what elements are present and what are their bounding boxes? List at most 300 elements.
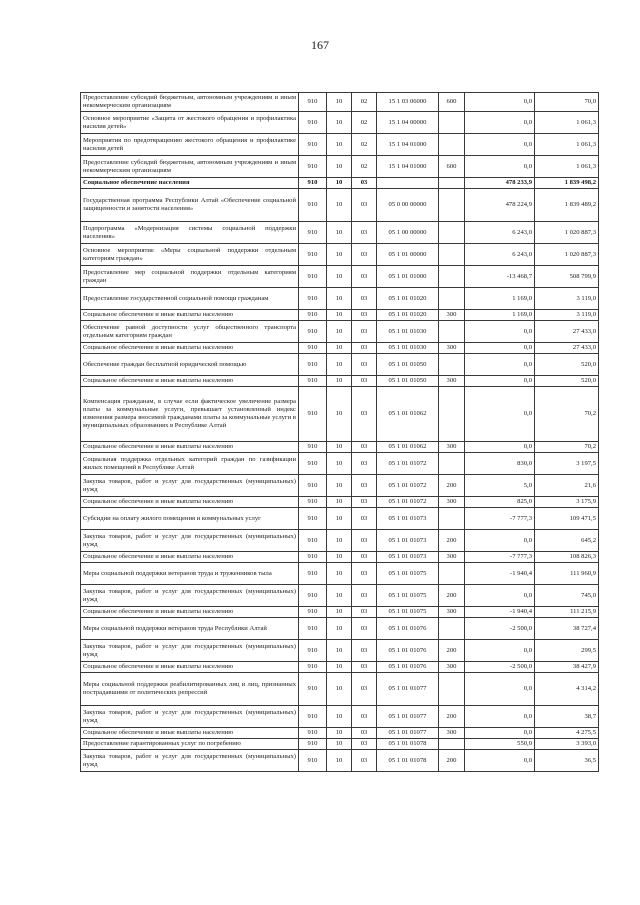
expense-type-cell: 600 (439, 93, 465, 112)
row-name-cell: Закупка товаров, работ и услуг для государственных (муниципальных) нужд (81, 585, 299, 607)
target-article-cell: 05 1 01 01078 (377, 750, 439, 772)
subsection-code-cell: 03 (352, 640, 377, 662)
amount-total-cell: 38 727,4 (535, 618, 599, 640)
ministry-code-cell: 910 (299, 387, 327, 442)
table-row (81, 607, 599, 618)
amount-change-cell: 0,0 (465, 585, 535, 607)
ministry-code-cell: 910 (299, 640, 327, 662)
section-code-cell: 10 (327, 453, 352, 475)
amount-change-cell: 550,0 (465, 739, 535, 750)
subsection-code-cell: 03 (352, 222, 377, 244)
amount-total-cell: 3 119,0 (535, 310, 599, 321)
ministry-code-cell: 910 (299, 222, 327, 244)
amount-total-cell: 520,0 (535, 376, 599, 387)
section-code-cell: 10 (327, 93, 352, 112)
section-code-cell: 10 (327, 244, 352, 266)
target-article-cell: 15 1 03 06000 (377, 93, 439, 112)
amount-change-cell: 1 169,0 (465, 288, 535, 310)
ministry-code-cell: 910 (299, 321, 327, 343)
row-name-cell: Закупка товаров, работ и услуг для государственных (муниципальных) нужд (81, 530, 299, 552)
table-row (81, 112, 599, 134)
amount-change-cell: 0,0 (465, 387, 535, 442)
expense-type-cell: 300 (439, 728, 465, 739)
section-code-cell: 10 (327, 266, 352, 288)
target-article-cell: 15 1 04 01000 (377, 134, 439, 156)
section-code-cell: 10 (327, 585, 352, 607)
amount-total-cell: 645,2 (535, 530, 599, 552)
expense-type-cell (439, 189, 465, 222)
amount-change-cell: 1 169,0 (465, 310, 535, 321)
table-row (81, 156, 599, 178)
expense-type-cell: 300 (439, 552, 465, 563)
section-code-cell: 10 (327, 673, 352, 706)
section-code-cell: 10 (327, 728, 352, 739)
subsection-code-cell: 03 (352, 497, 377, 508)
target-article-cell: 05 1 01 01073 (377, 552, 439, 563)
table-row (81, 640, 599, 662)
target-article-cell: 05 1 01 01073 (377, 508, 439, 530)
amount-total-cell: 108 826,3 (535, 552, 599, 563)
row-name-cell: Обеспечение граждан бесплатной юридической помощью (81, 354, 299, 376)
expense-type-cell (439, 387, 465, 442)
table-row (81, 134, 599, 156)
section-code-cell: 10 (327, 387, 352, 442)
target-article-cell: 05 1 01 01020 (377, 310, 439, 321)
ministry-code-cell: 910 (299, 93, 327, 112)
section-code-cell: 10 (327, 343, 352, 354)
page-number: 167 (311, 38, 329, 52)
table-row (81, 387, 599, 442)
subsection-code-cell: 03 (352, 442, 377, 453)
amount-total-cell: 4 314,2 (535, 673, 599, 706)
section-code-cell: 10 (327, 706, 352, 728)
expense-type-cell (439, 288, 465, 310)
amount-change-cell: 0,0 (465, 376, 535, 387)
table-row (81, 530, 599, 552)
amount-change-cell: 6 243,0 (465, 244, 535, 266)
ministry-code-cell: 910 (299, 310, 327, 321)
amount-change-cell: 6 243,0 (465, 222, 535, 244)
amount-total-cell: 1 839 498,2 (535, 178, 599, 189)
row-name-cell: Основное мероприятие «Меры социальной поддержки отдельным категориям граждан» (81, 244, 299, 266)
section-code-cell: 10 (327, 442, 352, 453)
ministry-code-cell: 910 (299, 178, 327, 189)
expense-type-cell (439, 266, 465, 288)
amount-total-cell: 1 061,3 (535, 156, 599, 178)
section-code-cell: 10 (327, 739, 352, 750)
ministry-code-cell: 910 (299, 530, 327, 552)
section-code-cell: 10 (327, 750, 352, 772)
expense-type-cell: 200 (439, 475, 465, 497)
section-code-cell: 10 (327, 508, 352, 530)
expense-type-cell: 200 (439, 750, 465, 772)
subsection-code-cell: 03 (352, 453, 377, 475)
section-code-cell: 10 (327, 288, 352, 310)
expense-type-cell (439, 453, 465, 475)
target-article-cell: 05 1 01 01073 (377, 530, 439, 552)
amount-change-cell: 0,0 (465, 354, 535, 376)
subsection-code-cell: 03 (352, 552, 377, 563)
row-name-cell: Социальная поддержка отдельных категорий граждан по газификации жилых помещений в Республике Алтай (81, 453, 299, 475)
target-article-cell (377, 178, 439, 189)
table-row (81, 662, 599, 673)
section-code-cell: 10 (327, 156, 352, 178)
amount-change-cell: -7 777,3 (465, 508, 535, 530)
subsection-code-cell: 03 (352, 739, 377, 750)
ministry-code-cell: 910 (299, 552, 327, 563)
section-code-cell: 10 (327, 321, 352, 343)
section-code-cell: 10 (327, 552, 352, 563)
section-code-cell: 10 (327, 530, 352, 552)
amount-total-cell: 1 020 887,3 (535, 244, 599, 266)
amount-total-cell: 3 119,0 (535, 288, 599, 310)
subsection-code-cell: 03 (352, 673, 377, 706)
expense-type-cell (439, 508, 465, 530)
section-code-cell: 10 (327, 640, 352, 662)
subsection-code-cell: 02 (352, 134, 377, 156)
section-code-cell: 10 (327, 310, 352, 321)
table-row (81, 563, 599, 585)
ministry-code-cell: 910 (299, 563, 327, 585)
ministry-code-cell: 910 (299, 442, 327, 453)
row-name-cell: Предоставление субсидий бюджетным, автономным учреждениям и иным некоммерческим организациям (81, 156, 299, 178)
expense-type-cell (439, 178, 465, 189)
table-row (81, 453, 599, 475)
target-article-cell: 05 1 01 00000 (377, 244, 439, 266)
amount-change-cell: 825,0 (465, 497, 535, 508)
section-code-cell: 10 (327, 497, 352, 508)
amount-change-cell: 0,0 (465, 321, 535, 343)
ministry-code-cell: 910 (299, 453, 327, 475)
row-name-cell: Основное мероприятие «Защита от жестокого обращения и профилактика насилия детей» (81, 112, 299, 134)
expense-type-cell: 200 (439, 706, 465, 728)
expense-type-cell (439, 112, 465, 134)
row-name-cell: Предоставление субсидий бюджетным, автономным учреждениям и иным некоммерческим организациям (81, 93, 299, 112)
section-code-cell: 10 (327, 607, 352, 618)
subsection-code-cell: 03 (352, 189, 377, 222)
row-name-cell: Меры социальной поддержки ветеранов труда и труженников тыла (81, 563, 299, 585)
ministry-code-cell: 910 (299, 475, 327, 497)
target-article-cell: 05 0 00 00000 (377, 189, 439, 222)
expense-type-cell (439, 563, 465, 585)
target-article-cell: 05 1 01 01062 (377, 387, 439, 442)
ministry-code-cell: 910 (299, 508, 327, 530)
ministry-code-cell: 910 (299, 288, 327, 310)
ministry-code-cell: 910 (299, 728, 327, 739)
amount-total-cell: 520,0 (535, 354, 599, 376)
amount-total-cell: 1 061,3 (535, 134, 599, 156)
row-name-cell: Обеспечение равной доступности услуг общественного транспорта отдельным категориям граждан (81, 321, 299, 343)
target-article-cell: 05 1 01 01077 (377, 728, 439, 739)
amount-total-cell: 36,5 (535, 750, 599, 772)
row-name-cell: Компенсация гражданам, в случае если фактическое увеличение размера платы за коммунальные услуги, превышает установленный индекс изменения размера вносимой гражданами платы за коммунальные услуги в муниципальных образованиях в Республике Алтай (81, 387, 299, 442)
subsection-code-cell: 03 (352, 662, 377, 673)
expense-type-cell: 200 (439, 530, 465, 552)
row-name-cell: Закупка товаров, работ и услуг для государственных (муниципальных) нужд (81, 640, 299, 662)
ministry-code-cell: 910 (299, 354, 327, 376)
row-name-cell: Социальное обеспечение и иные выплаты населению (81, 376, 299, 387)
row-name-cell: Социальное обеспечение населения (81, 178, 299, 189)
expense-type-cell: 300 (439, 497, 465, 508)
row-name-cell: Социальное обеспечение и иные выплаты населению (81, 662, 299, 673)
subsection-code-cell: 03 (352, 266, 377, 288)
amount-change-cell: 0,0 (465, 442, 535, 453)
expense-type-cell: 300 (439, 376, 465, 387)
amount-change-cell: 0,0 (465, 93, 535, 112)
row-name-cell: Меры социальной поддержки реабилитированных лиц и лиц, признанных пострадавшими от политических репрессий (81, 673, 299, 706)
ministry-code-cell: 910 (299, 607, 327, 618)
subsection-code-cell: 03 (352, 706, 377, 728)
table-row (81, 706, 599, 728)
amount-total-cell: 4 275,5 (535, 728, 599, 739)
table-row (81, 266, 599, 288)
row-name-cell: Закупка товаров, работ и услуг для государственных (муниципальных) нужд (81, 706, 299, 728)
subsection-code-cell: 03 (352, 607, 377, 618)
amount-total-cell: 70,2 (535, 442, 599, 453)
ministry-code-cell: 910 (299, 750, 327, 772)
expense-type-cell: 300 (439, 442, 465, 453)
section-code-cell: 10 (327, 222, 352, 244)
table-row (81, 288, 599, 310)
row-name-cell: Социальное обеспечение и иные выплаты населению (81, 607, 299, 618)
amount-change-cell: -13 468,7 (465, 266, 535, 288)
target-article-cell: 05 1 01 01076 (377, 618, 439, 640)
table-row (81, 673, 599, 706)
subsection-code-cell: 03 (352, 387, 377, 442)
target-article-cell: 05 1 01 01076 (377, 640, 439, 662)
amount-change-cell: 0,0 (465, 134, 535, 156)
table-row (81, 552, 599, 563)
subsection-code-cell: 03 (352, 508, 377, 530)
subsection-code-cell: 03 (352, 530, 377, 552)
ministry-code-cell: 910 (299, 662, 327, 673)
target-article-cell: 05 1 01 01072 (377, 453, 439, 475)
table-row (81, 739, 599, 750)
table-row (81, 189, 599, 222)
subsection-code-cell: 03 (352, 310, 377, 321)
target-article-cell: 15 1 04 01000 (377, 156, 439, 178)
target-article-cell: 05 1 01 01077 (377, 673, 439, 706)
target-article-cell: 05 1 01 01030 (377, 343, 439, 354)
target-article-cell: 05 1 01 01076 (377, 662, 439, 673)
row-name-cell: Социальное обеспечение и иные выплаты населению (81, 442, 299, 453)
table-row (81, 750, 599, 772)
amount-change-cell: 0,0 (465, 750, 535, 772)
section-code-cell: 10 (327, 178, 352, 189)
row-name-cell: Предоставление государственной социальной помощи гражданам (81, 288, 299, 310)
target-article-cell: 05 1 01 01078 (377, 739, 439, 750)
amount-total-cell: 3 197,5 (535, 453, 599, 475)
target-article-cell: 05 1 00 00000 (377, 222, 439, 244)
table-row (81, 728, 599, 739)
amount-total-cell: 21,6 (535, 475, 599, 497)
ministry-code-cell: 910 (299, 706, 327, 728)
expense-type-cell (439, 321, 465, 343)
amount-total-cell: 299,5 (535, 640, 599, 662)
amount-change-cell: 478 233,9 (465, 178, 535, 189)
table-row (81, 354, 599, 376)
expense-type-cell (439, 739, 465, 750)
target-article-cell: 05 1 01 01072 (377, 475, 439, 497)
amount-change-cell: 830,0 (465, 453, 535, 475)
ministry-code-cell: 910 (299, 134, 327, 156)
amount-change-cell: -7 777,3 (465, 552, 535, 563)
amount-change-cell: 5,0 (465, 475, 535, 497)
table-row (81, 376, 599, 387)
target-article-cell: 05 1 01 01020 (377, 288, 439, 310)
target-article-cell: 05 1 01 01075 (377, 607, 439, 618)
subsection-code-cell: 03 (352, 288, 377, 310)
expense-type-cell: 300 (439, 662, 465, 673)
amount-change-cell: 0,0 (465, 156, 535, 178)
expense-type-cell (439, 673, 465, 706)
row-name-cell: Предоставление мер социальной поддержки отдельным категориям граждан (81, 266, 299, 288)
row-name-cell: Социальное обеспечение и иные выплаты населению (81, 728, 299, 739)
section-code-cell: 10 (327, 112, 352, 134)
subsection-code-cell: 03 (352, 354, 377, 376)
amount-total-cell: 3 393,0 (535, 739, 599, 750)
ministry-code-cell: 910 (299, 673, 327, 706)
target-article-cell: 05 1 01 01030 (377, 321, 439, 343)
amount-total-cell: 111 215,9 (535, 607, 599, 618)
ministry-code-cell: 910 (299, 156, 327, 178)
expense-type-cell (439, 134, 465, 156)
amount-total-cell: 70,0 (535, 93, 599, 112)
amount-change-cell: -2 500,0 (465, 662, 535, 673)
section-code-cell: 10 (327, 134, 352, 156)
ministry-code-cell: 910 (299, 376, 327, 387)
expense-type-cell: 200 (439, 585, 465, 607)
section-code-cell: 10 (327, 475, 352, 497)
ministry-code-cell: 910 (299, 585, 327, 607)
row-name-cell: Меры социальной поддержки ветеранов труда Республики Алтай (81, 618, 299, 640)
expense-type-cell: 300 (439, 343, 465, 354)
expense-type-cell (439, 618, 465, 640)
table-row (81, 343, 599, 354)
target-article-cell: 05 1 01 01077 (377, 706, 439, 728)
row-name-cell: Государственная программа Республики Алтай «Обеспечение социальной защищенности и занятости населения» (81, 189, 299, 222)
target-article-cell: 05 1 01 01075 (377, 563, 439, 585)
amount-total-cell: 508 799,9 (535, 266, 599, 288)
row-name-cell: Подпрограмма «Модернизация системы социальной поддержки населения» (81, 222, 299, 244)
ministry-code-cell: 910 (299, 343, 327, 354)
amount-total-cell: 1 839 489,2 (535, 189, 599, 222)
section-code-cell: 10 (327, 662, 352, 673)
section-code-cell: 10 (327, 189, 352, 222)
target-article-cell: 05 1 01 01050 (377, 354, 439, 376)
amount-change-cell: 0,0 (465, 112, 535, 134)
row-name-cell: Предоставление гарантированных услуг по погребению (81, 739, 299, 750)
table-row (81, 244, 599, 266)
amount-total-cell: 111 960,9 (535, 563, 599, 585)
target-article-cell: 05 1 01 01050 (377, 376, 439, 387)
expense-type-cell: 300 (439, 310, 465, 321)
section-code-cell: 10 (327, 354, 352, 376)
amount-total-cell: 38,7 (535, 706, 599, 728)
subsection-code-cell: 03 (352, 585, 377, 607)
amount-change-cell: 0,0 (465, 673, 535, 706)
table-row (81, 618, 599, 640)
amount-total-cell: 70,2 (535, 387, 599, 442)
amount-total-cell: 1 020 887,3 (535, 222, 599, 244)
amount-change-cell: 0,0 (465, 728, 535, 739)
section-code-cell: 10 (327, 376, 352, 387)
amount-total-cell: 27 433,0 (535, 343, 599, 354)
table-row (81, 497, 599, 508)
row-name-cell: Социальное обеспечение и иные выплаты населению (81, 343, 299, 354)
expense-type-cell: 600 (439, 156, 465, 178)
amount-total-cell: 38 427,9 (535, 662, 599, 673)
row-name-cell: Социальное обеспечение и иные выплаты населению (81, 552, 299, 563)
ministry-code-cell: 910 (299, 739, 327, 750)
row-name-cell: Закупка товаров, работ и услуг для государственных (муниципальных) нужд (81, 750, 299, 772)
row-name-cell: Субсидии на оплату жилого помещения и коммунальных услуг (81, 508, 299, 530)
amount-total-cell: 27 433,0 (535, 321, 599, 343)
amount-change-cell: 478 224,9 (465, 189, 535, 222)
subsection-code-cell: 03 (352, 321, 377, 343)
amount-total-cell: 745,0 (535, 585, 599, 607)
subsection-code-cell: 03 (352, 750, 377, 772)
table-row (81, 442, 599, 453)
subsection-code-cell: 02 (352, 112, 377, 134)
expense-type-cell (439, 222, 465, 244)
ministry-code-cell: 910 (299, 266, 327, 288)
subsection-code-cell: 03 (352, 376, 377, 387)
target-article-cell: 05 1 01 01072 (377, 497, 439, 508)
table-row (81, 310, 599, 321)
subsection-code-cell: 03 (352, 563, 377, 585)
row-name-cell: Закупка товаров, работ и услуг для государственных (муниципальных) нужд (81, 475, 299, 497)
expense-type-cell: 200 (439, 640, 465, 662)
subsection-code-cell: 03 (352, 728, 377, 739)
table-row (81, 93, 599, 112)
subsection-code-cell: 03 (352, 178, 377, 189)
expense-type-cell (439, 244, 465, 266)
row-name-cell: Социальное обеспечение и иные выплаты населению (81, 497, 299, 508)
amount-total-cell: 3 175,9 (535, 497, 599, 508)
amount-change-cell: 0,0 (465, 706, 535, 728)
table-row (81, 585, 599, 607)
table-row (81, 178, 599, 189)
row-name-cell: Социальное обеспечение и иные выплаты населению (81, 310, 299, 321)
amount-change-cell: 0,0 (465, 343, 535, 354)
target-article-cell: 05 1 01 01075 (377, 585, 439, 607)
amount-change-cell: -1 940,4 (465, 563, 535, 585)
amount-change-cell: -1 940,4 (465, 607, 535, 618)
table-row (81, 222, 599, 244)
target-article-cell: 05 1 01 01000 (377, 266, 439, 288)
ministry-code-cell: 910 (299, 189, 327, 222)
subsection-code-cell: 03 (352, 475, 377, 497)
section-code-cell: 10 (327, 563, 352, 585)
subsection-code-cell: 03 (352, 244, 377, 266)
amount-total-cell: 109 471,5 (535, 508, 599, 530)
amount-change-cell: 0,0 (465, 640, 535, 662)
table-row (81, 508, 599, 530)
subsection-code-cell: 03 (352, 618, 377, 640)
table-row (81, 475, 599, 497)
target-article-cell: 15 1 04 00000 (377, 112, 439, 134)
ministry-code-cell: 910 (299, 497, 327, 508)
budget-table (80, 92, 599, 772)
ministry-code-cell: 910 (299, 244, 327, 266)
amount-total-cell: 1 061,3 (535, 112, 599, 134)
target-article-cell: 05 1 01 01062 (377, 442, 439, 453)
expense-type-cell (439, 354, 465, 376)
table-row (81, 321, 599, 343)
subsection-code-cell: 03 (352, 343, 377, 354)
section-code-cell: 10 (327, 618, 352, 640)
